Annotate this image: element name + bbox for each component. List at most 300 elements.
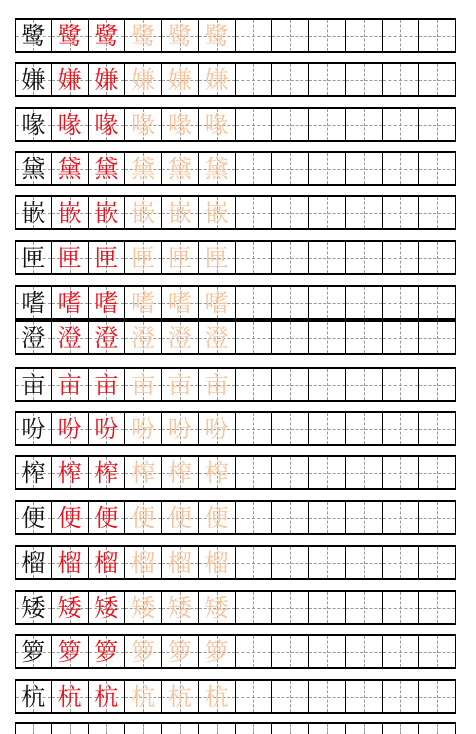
empty-practice-cell[interactable] [236,242,273,273]
faint-trace-character-cell[interactable] [199,197,236,228]
model-character: 便 [21,503,46,532]
empty-practice-cell[interactable] [419,197,456,228]
faint-trace-character-cell[interactable] [162,287,199,318]
empty-practice-cell[interactable] [236,197,273,228]
empty-practice-cell[interactable] [346,153,383,184]
cell-guide-horizontal [236,429,272,430]
cell-guide-horizontal [419,608,455,609]
cell-guide-horizontal [346,473,382,474]
empty-practice-cell[interactable] [383,547,420,578]
faint-trace-character-cell[interactable] [125,681,162,712]
faint-trace-character-cell[interactable] [125,592,162,623]
empty-practice-cell[interactable] [162,724,199,734]
cell-guide-horizontal [236,303,272,304]
empty-practice-cell[interactable] [346,681,383,712]
faint-trace-character-cell[interactable] [199,20,236,51]
empty-practice-cell[interactable] [383,681,420,712]
trace-character-cell[interactable] [52,681,89,712]
empty-practice-cell[interactable] [419,457,456,488]
empty-practice-cell[interactable] [309,153,346,184]
empty-practice-cell[interactable] [346,197,383,228]
empty-practice-cell[interactable] [89,724,126,734]
trace-character-cell[interactable] [52,457,89,488]
faint-trace-character-cell[interactable] [125,547,162,578]
cell-guide-horizontal [383,473,419,474]
trace-character: 匣 [57,243,82,272]
faint-trace-character: 嵌 [167,198,192,227]
empty-practice-cell[interactable] [272,636,309,667]
empty-practice-cell[interactable] [236,724,273,734]
faint-trace-character: 榴 [204,548,229,577]
trace-character-cell[interactable] [89,197,126,228]
empty-practice-cell[interactable] [419,502,456,533]
trace-character: 嗜 [94,288,119,317]
empty-practice-cell[interactable] [272,153,309,184]
empty-practice-cell[interactable] [419,369,456,400]
trace-character-cell[interactable] [52,242,89,273]
empty-practice-cell[interactable] [346,502,383,533]
empty-practice-cell[interactable] [15,724,52,734]
trace-character-cell[interactable] [89,413,126,444]
cell-guide-horizontal [419,563,455,564]
trace-character: 黛 [57,154,82,183]
empty-practice-cell[interactable] [383,20,420,51]
empty-practice-cell[interactable] [236,413,273,444]
empty-practice-cell[interactable] [125,724,162,734]
empty-practice-cell[interactable] [383,592,420,623]
model-character: 矮 [21,593,46,622]
faint-trace-character-cell[interactable] [162,547,199,578]
trace-character: 吩 [94,414,119,443]
empty-practice-cell[interactable] [419,322,456,353]
trace-character-cell[interactable] [89,109,126,140]
model-character: 杭 [21,682,46,711]
trace-character-cell[interactable] [89,547,126,578]
cell-guide-horizontal [309,213,345,214]
faint-trace-character-cell[interactable] [162,322,199,353]
empty-practice-cell[interactable] [383,369,420,400]
empty-practice-cell[interactable] [419,242,456,273]
faint-trace-character: 便 [204,503,229,532]
faint-trace-character: 鹭 [204,21,229,50]
faint-trace-character-cell[interactable] [162,502,199,533]
model-character-cell[interactable] [15,197,52,228]
faint-trace-character: 吩 [131,414,156,443]
practice-row [15,679,456,714]
faint-trace-character-cell[interactable] [162,64,199,95]
empty-practice-cell[interactable] [383,724,420,734]
faint-trace-character: 榨 [204,458,229,487]
trace-character: 澄 [57,323,82,352]
empty-practice-cell[interactable] [383,502,420,533]
empty-practice-cell[interactable] [346,64,383,95]
model-character-cell[interactable] [15,369,52,400]
faint-trace-character-cell[interactable] [199,242,236,273]
faint-trace-character: 亩 [131,370,156,399]
empty-practice-cell[interactable] [236,457,273,488]
empty-practice-cell[interactable] [346,457,383,488]
empty-practice-cell[interactable] [383,153,420,184]
empty-practice-cell[interactable] [236,153,273,184]
empty-practice-cell[interactable] [419,153,456,184]
trace-character: 便 [94,503,119,532]
empty-practice-cell[interactable] [309,197,346,228]
cell-guide-horizontal [236,213,272,214]
trace-character-cell[interactable] [52,369,89,400]
empty-practice-cell[interactable] [309,413,346,444]
faint-trace-character: 嵌 [131,198,156,227]
empty-practice-cell[interactable] [346,322,383,353]
cell-guide-horizontal [272,36,308,37]
empty-practice-cell[interactable] [272,287,309,318]
faint-trace-character: 嫌 [204,65,229,94]
empty-practice-cell[interactable] [346,724,383,734]
faint-trace-character-cell[interactable] [162,413,199,444]
trace-character-cell[interactable] [52,64,89,95]
model-character: 榴 [21,548,46,577]
empty-practice-cell[interactable] [419,724,456,734]
empty-practice-cell[interactable] [236,109,273,140]
cell-guide-horizontal [419,169,455,170]
cell-guide-horizontal [383,608,419,609]
faint-trace-character-cell[interactable] [162,592,199,623]
trace-character-cell[interactable] [89,242,126,273]
empty-practice-cell[interactable] [309,457,346,488]
faint-trace-character-cell[interactable] [125,153,162,184]
cell-guide-vertical [180,724,181,734]
faint-trace-character-cell[interactable] [199,64,236,95]
empty-practice-cell[interactable] [236,502,273,533]
cell-guide-horizontal [309,36,345,37]
empty-practice-cell[interactable] [419,681,456,712]
model-character-cell[interactable] [15,547,52,578]
practice-row [15,590,456,625]
faint-trace-character-cell[interactable] [125,287,162,318]
trace-character: 箩 [57,637,82,666]
trace-character-cell[interactable] [52,636,89,667]
empty-practice-cell[interactable] [346,547,383,578]
empty-practice-cell[interactable] [199,724,236,734]
practice-row [15,107,456,142]
trace-character-cell[interactable] [52,20,89,51]
empty-practice-cell[interactable] [309,64,346,95]
practice-row [15,240,456,275]
faint-trace-character-cell[interactable] [125,109,162,140]
faint-trace-character-cell[interactable] [125,20,162,51]
empty-practice-cell[interactable] [419,547,456,578]
cell-guide-horizontal [383,697,419,698]
cell-guide-vertical [437,724,438,734]
empty-practice-cell[interactable] [346,20,383,51]
empty-practice-cell[interactable] [236,636,273,667]
empty-practice-cell[interactable] [419,413,456,444]
faint-trace-character: 匣 [204,243,229,272]
empty-practice-cell[interactable] [309,502,346,533]
model-character-cell[interactable] [15,636,52,667]
faint-trace-character-cell[interactable] [125,197,162,228]
cell-guide-vertical [106,724,107,734]
trace-character-cell[interactable] [89,592,126,623]
faint-trace-character: 黛 [204,154,229,183]
cell-guide-horizontal [346,80,382,81]
cell-guide-horizontal [419,429,455,430]
trace-character-cell[interactable] [52,153,89,184]
model-character-cell[interactable] [15,64,52,95]
model-character-cell[interactable] [15,502,52,533]
empty-practice-cell[interactable] [309,592,346,623]
empty-practice-cell[interactable] [419,592,456,623]
empty-practice-cell[interactable] [309,242,346,273]
empty-practice-cell[interactable] [236,592,273,623]
trace-character-cell[interactable] [89,369,126,400]
empty-practice-cell[interactable] [383,64,420,95]
model-character-cell[interactable] [15,20,52,51]
cell-guide-horizontal [236,697,272,698]
empty-practice-cell[interactable] [309,547,346,578]
faint-trace-character-cell[interactable] [125,413,162,444]
faint-trace-character: 箩 [204,637,229,666]
practice-row [15,500,456,535]
trace-character-cell[interactable] [89,20,126,51]
faint-trace-character-cell[interactable] [125,322,162,353]
model-character-cell[interactable] [15,457,52,488]
trace-character: 榨 [57,458,82,487]
faint-trace-character-cell[interactable] [125,369,162,400]
empty-practice-cell[interactable] [383,413,420,444]
faint-trace-character: 澄 [167,323,192,352]
empty-practice-cell[interactable] [236,20,273,51]
empty-practice-cell[interactable] [346,636,383,667]
model-character-cell[interactable] [15,322,52,353]
faint-trace-character-cell[interactable] [199,153,236,184]
faint-trace-character-cell[interactable] [199,502,236,533]
faint-trace-character-cell[interactable] [162,636,199,667]
faint-trace-character: 矮 [167,593,192,622]
faint-trace-character: 喙 [167,110,192,139]
faint-trace-character-cell[interactable] [199,109,236,140]
trace-character-cell[interactable] [89,681,126,712]
empty-practice-cell[interactable] [383,197,420,228]
empty-practice-cell[interactable] [272,369,309,400]
trace-character: 喙 [94,110,119,139]
trace-character: 嫌 [57,65,82,94]
empty-practice-cell[interactable] [383,287,420,318]
empty-practice-cell[interactable] [309,287,346,318]
trace-character-cell[interactable] [89,153,126,184]
cell-guide-horizontal [346,697,382,698]
trace-character-cell[interactable] [89,457,126,488]
trace-character-cell[interactable] [52,547,89,578]
empty-practice-cell[interactable] [272,109,309,140]
cell-guide-horizontal [383,429,419,430]
trace-character-cell[interactable] [89,287,126,318]
empty-practice-cell[interactable] [346,287,383,318]
trace-character: 嫌 [94,65,119,94]
trace-character-cell[interactable] [52,322,89,353]
faint-trace-character-cell[interactable] [199,369,236,400]
faint-trace-character: 嗜 [131,288,156,317]
model-character-cell[interactable] [15,681,52,712]
faint-trace-character-cell[interactable] [125,636,162,667]
empty-practice-cell[interactable] [383,457,420,488]
faint-trace-character-cell[interactable] [199,681,236,712]
empty-practice-cell[interactable] [52,724,89,734]
empty-practice-cell[interactable] [346,592,383,623]
trace-character-cell[interactable] [52,109,89,140]
empty-practice-cell[interactable] [272,322,309,353]
trace-character-cell[interactable] [52,592,89,623]
trace-character-cell[interactable] [89,64,126,95]
empty-practice-cell[interactable] [419,287,456,318]
model-character-cell[interactable] [15,109,52,140]
empty-practice-cell[interactable] [272,457,309,488]
trace-character: 亩 [57,370,82,399]
model-character: 吩 [21,414,46,443]
cell-guide-horizontal [383,652,419,653]
empty-practice-cell[interactable] [236,547,273,578]
cell-guide-horizontal [236,608,272,609]
trace-character: 亩 [94,370,119,399]
empty-practice-cell[interactable] [309,322,346,353]
model-character-cell[interactable] [15,242,52,273]
trace-character: 箩 [94,637,119,666]
empty-practice-cell[interactable] [236,64,273,95]
empty-practice-cell[interactable] [272,502,309,533]
faint-trace-character-cell[interactable] [199,636,236,667]
cell-guide-horizontal [383,563,419,564]
cell-guide-horizontal [309,608,345,609]
empty-practice-cell[interactable] [272,547,309,578]
model-character-cell[interactable] [15,287,52,318]
cell-guide-horizontal [419,385,455,386]
faint-trace-character-cell[interactable] [199,413,236,444]
empty-practice-cell[interactable] [346,413,383,444]
cell-guide-horizontal [346,125,382,126]
faint-trace-character: 杭 [167,682,192,711]
trace-character-cell[interactable] [89,636,126,667]
faint-trace-character: 矮 [204,593,229,622]
empty-practice-cell[interactable] [309,681,346,712]
trace-character-cell[interactable] [52,287,89,318]
faint-trace-character: 嵌 [204,198,229,227]
cell-guide-horizontal [309,652,345,653]
empty-practice-cell[interactable] [309,20,346,51]
trace-character-cell[interactable] [89,322,126,353]
empty-practice-cell[interactable] [419,64,456,95]
cell-guide-horizontal [236,125,272,126]
cell-guide-horizontal [419,338,455,339]
trace-character-cell[interactable] [52,502,89,533]
empty-practice-cell[interactable] [272,242,309,273]
empty-practice-cell[interactable] [383,636,420,667]
cell-guide-horizontal [236,36,272,37]
cell-guide-horizontal [346,258,382,259]
faint-trace-character-cell[interactable] [162,20,199,51]
empty-practice-cell[interactable] [419,109,456,140]
empty-practice-cell[interactable] [236,287,273,318]
empty-practice-cell[interactable] [346,369,383,400]
faint-trace-character-cell[interactable] [125,242,162,273]
model-character-cell[interactable] [15,413,52,444]
practice-row [15,411,456,446]
cell-guide-horizontal [383,385,419,386]
empty-practice-cell[interactable] [309,109,346,140]
empty-practice-cell[interactable] [236,322,273,353]
faint-trace-character-cell[interactable] [199,592,236,623]
empty-practice-cell[interactable] [272,20,309,51]
empty-practice-cell[interactable] [383,242,420,273]
cell-guide-horizontal [309,258,345,259]
faint-trace-character-cell[interactable] [162,369,199,400]
cell-guide-horizontal [419,213,455,214]
model-character-cell[interactable] [15,153,52,184]
cell-guide-horizontal [309,563,345,564]
faint-trace-character-cell[interactable] [125,64,162,95]
cell-guide-horizontal [383,258,419,259]
faint-trace-character-cell[interactable] [162,457,199,488]
faint-trace-character-cell[interactable] [199,287,236,318]
empty-practice-cell[interactable] [419,20,456,51]
empty-practice-cell[interactable] [309,724,346,734]
model-character: 嵌 [21,198,46,227]
empty-practice-cell[interactable] [236,369,273,400]
empty-practice-cell[interactable] [383,109,420,140]
trace-character-cell[interactable] [89,502,126,533]
empty-practice-cell[interactable] [419,636,456,667]
empty-practice-cell[interactable] [309,636,346,667]
faint-trace-character-cell[interactable] [162,197,199,228]
empty-practice-cell[interactable] [272,592,309,623]
trace-character: 澄 [94,323,119,352]
empty-practice-cell[interactable] [272,64,309,95]
cell-guide-horizontal [346,518,382,519]
cell-guide-horizontal [272,338,308,339]
empty-practice-cell[interactable] [346,109,383,140]
practice-row [15,151,456,186]
empty-practice-cell[interactable] [346,242,383,273]
faint-trace-character-cell[interactable] [199,322,236,353]
empty-practice-cell[interactable] [272,724,309,734]
cell-guide-horizontal [346,608,382,609]
model-character: 榨 [21,458,46,487]
cell-guide-horizontal [346,338,382,339]
trace-character-cell[interactable] [52,197,89,228]
empty-practice-cell[interactable] [272,413,309,444]
faint-trace-character-cell[interactable] [162,153,199,184]
faint-trace-character-cell[interactable] [199,547,236,578]
empty-practice-cell[interactable] [272,197,309,228]
cell-guide-horizontal [419,258,455,259]
faint-trace-character-cell[interactable] [199,457,236,488]
empty-practice-cell[interactable] [383,322,420,353]
empty-practice-cell[interactable] [236,681,273,712]
faint-trace-character-cell[interactable] [125,457,162,488]
empty-practice-cell[interactable] [272,681,309,712]
cell-guide-horizontal [272,652,308,653]
trace-character-cell[interactable] [52,413,89,444]
faint-trace-character-cell[interactable] [162,681,199,712]
faint-trace-character-cell[interactable] [162,242,199,273]
faint-trace-character-cell[interactable] [125,502,162,533]
faint-trace-character: 嗜 [204,288,229,317]
model-character-cell[interactable] [15,592,52,623]
empty-practice-cell[interactable] [309,369,346,400]
cell-guide-horizontal [419,80,455,81]
cell-guide-horizontal [236,652,272,653]
practice-row [15,367,456,402]
cell-guide-horizontal [272,697,308,698]
faint-trace-character-cell[interactable] [162,109,199,140]
